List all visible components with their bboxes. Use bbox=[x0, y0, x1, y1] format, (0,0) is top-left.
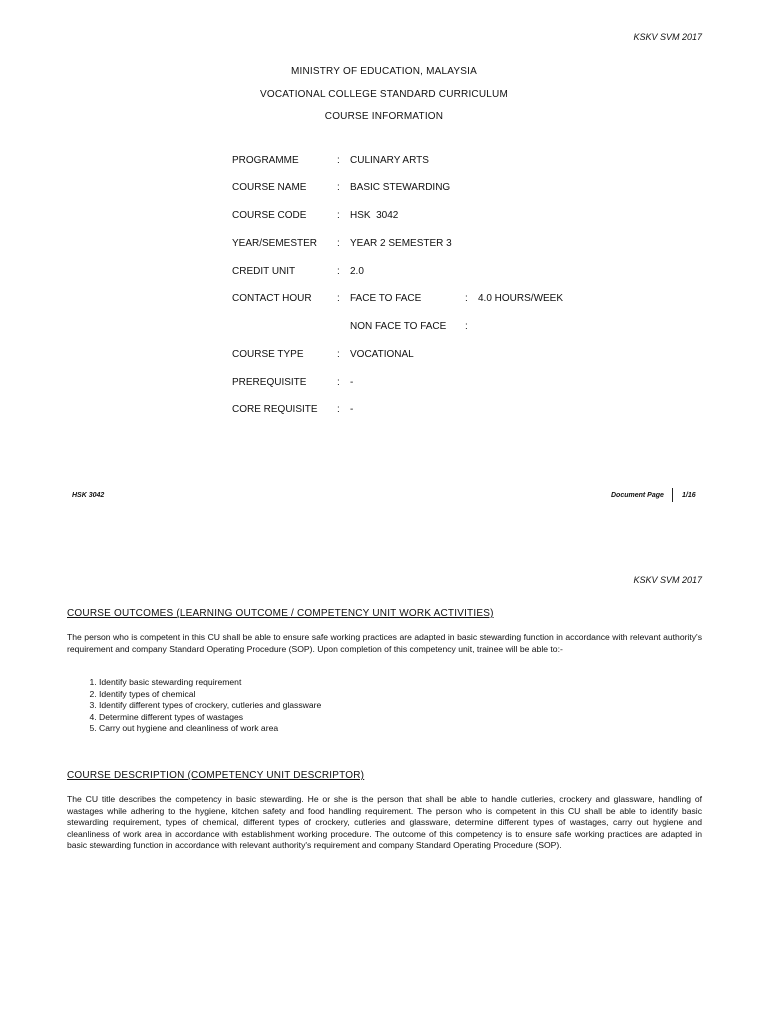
list-item: 3. Identify different types of crockery, cutleries and glassware bbox=[99, 700, 321, 712]
info-colon: : bbox=[337, 293, 340, 304]
ministry-title: MINISTRY OF EDUCATION, MALAYSIA bbox=[290, 66, 478, 77]
info-value: HSK 3042 bbox=[350, 210, 399, 221]
info-colon: : bbox=[337, 238, 340, 249]
course-information-title: COURSE INFORMATION bbox=[324, 111, 444, 122]
info-label: CONTACT HOUR bbox=[232, 293, 312, 304]
info-label: COURSE NAME bbox=[232, 182, 307, 193]
info-label: COURSE TYPE bbox=[232, 349, 304, 360]
footer-divider bbox=[672, 488, 673, 502]
info-label: CREDIT UNIT bbox=[232, 266, 296, 277]
info-value: 2.0 bbox=[350, 266, 364, 277]
info-label: PROGRAMME bbox=[232, 155, 299, 166]
list-item: 4. Determine different types of wastages bbox=[99, 712, 321, 724]
info-value: FACE TO FACE bbox=[350, 293, 422, 304]
info-colon: : bbox=[337, 210, 340, 221]
footer-course-code: HSK 3042 bbox=[72, 492, 105, 499]
info-colon-secondary: : bbox=[465, 293, 468, 304]
footer-page-label: Document Page bbox=[611, 492, 664, 499]
course-outcomes-heading: COURSE OUTCOMES (LEARNING OUTCOME / COMPETENCY UNIT WORK ACTIVITIES) bbox=[67, 608, 494, 619]
info-value: NON FACE TO FACE bbox=[350, 321, 447, 332]
info-label: YEAR/SEMESTER bbox=[232, 238, 318, 249]
info-colon: : bbox=[337, 182, 340, 193]
info-value-secondary: 4.0 HOURS/WEEK bbox=[478, 293, 564, 304]
info-value: VOCATIONAL bbox=[350, 349, 414, 360]
info-value: BASIC STEWARDING bbox=[350, 182, 451, 193]
info-value: - bbox=[350, 377, 354, 388]
footer-page-number: 1/16 bbox=[682, 492, 696, 499]
header-reference-page2: KSKV SVM 2017 bbox=[633, 575, 702, 585]
course-description-text: The CU title describes the competency in basic stewarding. He or she is the person that shall be able to handle cutleries, crockery and glassware, handling of wastages while adhering to the hygiene, kitchen safety and food handling requirement. The person who is competent in this CU shall be able to identify basic stewarding requirement, types of chemical, different types of crockery, cutleries and glassware, determine different types of wastages, carry out hygiene and cleanliness of work area in accordance with establishment working procedure. The outcome of this competency is to ensure safe working practices are adapted in basic stewarding function in accordance with relevant authority's requirement and company Standard Operating Procedure (SOP). bbox=[67, 794, 702, 850]
info-value: YEAR 2 SEMESTER 3 bbox=[350, 238, 452, 249]
list-item: 5. Carry out hygiene and cleanliness of work area bbox=[99, 723, 321, 735]
info-label: CORE REQUISITE bbox=[232, 404, 318, 415]
info-colon-secondary: : bbox=[465, 321, 468, 332]
course-description-heading: COURSE DESCRIPTION (COMPETENCY UNIT DESCRIPTOR) bbox=[67, 770, 365, 781]
info-colon: : bbox=[337, 349, 340, 360]
header-reference: KSKV SVM 2017 bbox=[633, 32, 702, 42]
course-outcomes-intro: The person who is competent in this CU shall be able to ensure safe working practices are adapted in basic stewarding function in accordance with relevant authority's requirement and company Standard Operating Procedure (SOP). Upon completion of this competency unit, trainee will be able to:- bbox=[67, 632, 702, 654]
outcomes-list bbox=[67, 677, 321, 735]
info-value: CULINARY ARTS bbox=[350, 155, 429, 166]
info-label: COURSE CODE bbox=[232, 210, 307, 221]
curriculum-title: VOCATIONAL COLLEGE STANDARD CURRICULUM bbox=[259, 89, 508, 100]
info-colon: : bbox=[337, 404, 340, 415]
info-colon: : bbox=[337, 155, 340, 166]
info-colon: : bbox=[337, 377, 340, 388]
info-label: PREREQUISITE bbox=[232, 377, 307, 388]
info-value: - bbox=[350, 404, 354, 415]
list-item: 2. Identify types of chemical bbox=[99, 689, 321, 701]
list-item: 1. Identify basic stewarding requirement bbox=[99, 677, 321, 689]
info-colon: : bbox=[337, 266, 340, 277]
